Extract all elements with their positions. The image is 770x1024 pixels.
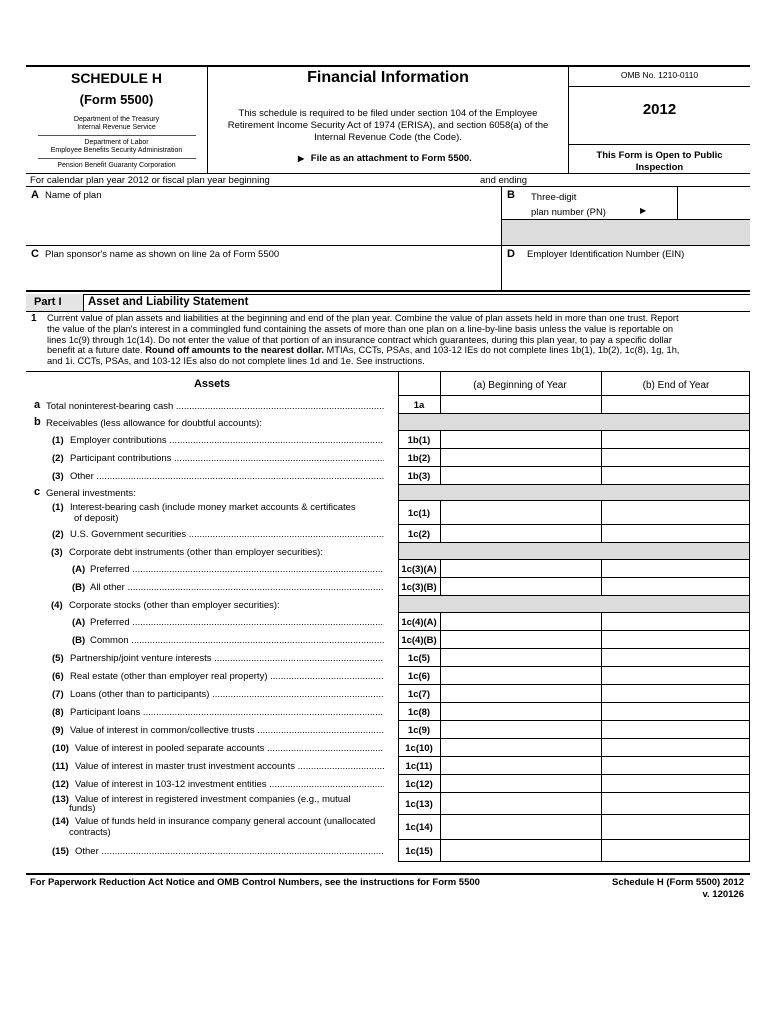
row-b1-code: 1b(1) xyxy=(407,434,431,446)
instruction-line-4b: Round off amounts to the nearest dollar. xyxy=(145,345,324,356)
row-b1-label: Employer contributions ..... xyxy=(70,435,384,446)
row-c15-num: (15) xyxy=(52,845,69,857)
plan-number-input[interactable] xyxy=(679,188,749,218)
dept-labor: Department of Labor xyxy=(84,139,149,146)
row-c12-beginning-input[interactable] xyxy=(441,776,600,792)
part-label-box xyxy=(26,294,84,311)
row-c3-label: Corporate debt instruments (other than employer securities): xyxy=(69,547,323,558)
row-c5-code: 1c(5) xyxy=(407,652,431,664)
row-c3a-beginning-input[interactable] xyxy=(441,561,600,577)
form-number: (Form 5500) xyxy=(79,92,154,107)
line-1-number: 1 xyxy=(31,313,37,324)
row-c14-label-2: contracts) xyxy=(69,827,111,838)
row-b1-beginning-input[interactable] xyxy=(441,432,600,448)
row-c13-code: 1c(13) xyxy=(405,798,433,810)
row-c13-label: Value of interest in registered investment companies (e.g., mutual xyxy=(75,794,351,805)
triangle-right-icon: ▶ xyxy=(298,154,305,163)
row-b1-end-input[interactable] xyxy=(602,432,748,448)
row-c7-num: (7) xyxy=(52,688,64,700)
shade-c4 xyxy=(399,596,749,612)
field-b-letter: B xyxy=(507,189,515,201)
row-c10-beginning-input[interactable] xyxy=(441,740,600,756)
row-c12-num: (12) xyxy=(52,778,69,790)
row-c9-label: Value of interest in common/collective trusts ..... xyxy=(70,725,384,736)
instruction-line-3: lines 1c(9) through 1c(14). Do not enter the value of that portion of an insurance contract which guarantees, during this plan year, to pay a specific dollar xyxy=(47,334,672,345)
row-c3b-num: (B) xyxy=(72,581,86,593)
row-c2-beginning-input[interactable] xyxy=(441,526,600,542)
row-c3a-num: (A) xyxy=(72,563,86,575)
omb-number: OMB No. 1210-0110 xyxy=(620,70,699,80)
assets-header: Assets xyxy=(193,378,231,390)
shade-b xyxy=(399,414,749,430)
row-c7-label: Loans (other than to participants) ..... xyxy=(70,689,384,700)
row-c6-num: (6) xyxy=(52,670,64,682)
attach-instruction xyxy=(298,153,472,164)
row-c8-num: (8) xyxy=(52,706,64,718)
row-c4b-end-input[interactable] xyxy=(602,632,748,648)
row-c14-code: 1c(14) xyxy=(405,822,433,833)
instruction-line-4c: MTIAs, CCTs, PSAs, and 103-12 IEs do not complete lines 1b(1), 1b(2), 1c(8), 1g, 1h, xyxy=(326,345,680,356)
row-c4b-label: Common ..... xyxy=(90,635,384,646)
col-a-header: (a) Beginning of Year xyxy=(473,380,567,391)
row-b-letter: b xyxy=(34,416,41,428)
row-c5-label: Partnership/joint venture interests ..... xyxy=(70,653,384,664)
row-c13-beginning-input[interactable] xyxy=(441,794,600,814)
instruction-line-2: the value of the plan's interest in a commingled fund containing the assets of more than one plan on a line-by-line basis unless the value is reportable on xyxy=(47,323,674,334)
field-a-label: Name of plan xyxy=(45,190,102,201)
plan-year-ending-label: and ending xyxy=(480,175,528,186)
row-b2-end-input[interactable] xyxy=(602,450,748,466)
row-c15-code: 1c(15) xyxy=(405,845,433,857)
row-c3-num: (3) xyxy=(51,547,63,558)
row-b2-num: (2) xyxy=(52,452,64,464)
row-c6-label: Real estate (other than employer real property) ..... xyxy=(70,671,384,682)
row-c1-num: (1) xyxy=(52,502,64,513)
row-c5-num: (5) xyxy=(52,652,64,664)
row-b3-num: (3) xyxy=(52,470,64,482)
row-c5-end-input[interactable] xyxy=(602,650,748,666)
row-c13-end-input[interactable] xyxy=(602,794,748,814)
public-inspection-1: This Form is Open to Public xyxy=(596,150,723,161)
row-c7-code: 1c(7) xyxy=(407,688,431,700)
row-c4a-label: Preferred ..... xyxy=(90,617,384,628)
field-d-letter: D xyxy=(507,248,515,260)
instruction-line-5: and 1i. CCTs, PSAs, and 103-12 IEs also do not complete lines 1d and 1e. See instructions. xyxy=(47,356,425,367)
row-c8-code: 1c(8) xyxy=(407,706,431,718)
row-c6-end-input[interactable] xyxy=(602,668,748,684)
row-c4a-beginning-input[interactable] xyxy=(441,614,600,630)
row-c4a-code: 1c(4)(A) xyxy=(401,616,437,628)
dept-irs: Internal Revenue Service xyxy=(77,124,156,131)
row-c4b-code: 1c(4)(B) xyxy=(401,634,437,646)
plan-year-end-field[interactable] xyxy=(535,174,750,185)
row-c2-num: (2) xyxy=(52,528,64,540)
row-c2-code: 1c(2) xyxy=(407,528,431,540)
form-description: This schedule is required to be filed under section 104 of the Employee Retirement Income Security Act of 1974 (ERISA), and section 6058(a) of the Internal Revenue Code (the Code). xyxy=(227,108,549,143)
row-c10-num: (10) xyxy=(52,742,69,754)
row-c3a-code: 1c(3)(A) xyxy=(401,563,437,575)
attach-text: File as an attachment to Form 5500. xyxy=(310,153,472,164)
row-c12-label: Value of interest in 103-12 investment entities ..... xyxy=(75,779,384,790)
row-b3-label: Other ..... xyxy=(70,471,384,482)
row-c-label: General investments: xyxy=(46,488,136,499)
row-c11-end-input[interactable] xyxy=(602,758,748,774)
row-c8-end-input[interactable] xyxy=(602,704,748,720)
row-c15-beginning-input[interactable] xyxy=(441,841,600,861)
part-label: Part I xyxy=(34,296,62,308)
row-c3b-label: All other ..... xyxy=(90,582,384,593)
row-b3-code: 1b(3) xyxy=(407,470,431,482)
row-c4-num: (4) xyxy=(51,600,63,611)
field-a-letter: A xyxy=(31,189,39,201)
row-c6-beginning-input[interactable] xyxy=(441,668,600,684)
row-b-label: Receivables (less allowance for doubtful accounts): xyxy=(46,418,262,429)
row-c11-num: (11) xyxy=(52,760,69,772)
instructions-block xyxy=(47,313,747,367)
form-title: Financial Information xyxy=(307,69,469,86)
row-c14-beginning-input[interactable] xyxy=(441,816,600,839)
field-b-label-2: plan number (PN) xyxy=(531,207,606,218)
field-c-label: Plan sponsor's name as shown on line 2a of Form 5500 xyxy=(45,249,280,260)
schedule-title: SCHEDULE H xyxy=(70,70,162,86)
field-b-label-1: Three-digit xyxy=(531,192,577,203)
row-c3b-code: 1c(3)(B) xyxy=(401,581,437,593)
row-c-letter: c xyxy=(34,486,41,498)
row-c3a-label: Preferred ..... xyxy=(90,564,384,575)
row-c6-code: 1c(6) xyxy=(407,670,431,682)
row-c1-label: Interest-bearing cash (include money market accounts & certificates xyxy=(70,502,356,513)
ein-input[interactable] xyxy=(505,262,748,288)
row-c5-beginning-input[interactable] xyxy=(441,650,600,666)
row-c8-beginning-input[interactable] xyxy=(441,704,600,720)
part-title: Asset and Liability Statement xyxy=(88,296,249,308)
row-c9-end-input[interactable] xyxy=(602,722,748,738)
row-c2-end-input[interactable] xyxy=(602,526,748,542)
row-c4-label: Corporate stocks (other than employer securities): xyxy=(69,600,280,611)
row-c13-num: (13) xyxy=(52,794,69,805)
row-b1-num: (1) xyxy=(52,434,64,446)
row-c11-beginning-input[interactable] xyxy=(441,758,600,774)
row-c7-beginning-input[interactable] xyxy=(441,686,600,702)
row-a-end-input[interactable] xyxy=(602,397,748,413)
row-c3b-end-input[interactable] xyxy=(602,579,748,595)
row-c2-label: U.S. Government securities ..... xyxy=(70,529,384,540)
row-c15-label: Other ..... xyxy=(75,846,384,857)
row-c12-code: 1c(12) xyxy=(405,778,433,790)
dept-treasury: Department of the Treasury xyxy=(73,116,160,123)
footer-notice: For Paperwork Reduction Act Notice and OMB Control Numbers, see the instructions for Form 5500 xyxy=(30,877,480,888)
row-c4a-end-input[interactable] xyxy=(602,614,748,630)
row-a-code: 1a xyxy=(413,399,425,411)
row-b2-label: Participant contributions ..... xyxy=(70,453,384,464)
row-c9-code: 1c(9) xyxy=(407,724,431,736)
row-c1-end-input[interactable] xyxy=(602,502,748,524)
row-c14-num: (14) xyxy=(52,816,69,827)
public-inspection-2: Inspection xyxy=(635,162,684,173)
shade-c3 xyxy=(399,543,749,559)
row-c15-end-input[interactable] xyxy=(602,841,748,861)
row-c11-label: Value of interest in master trust investment accounts ..... xyxy=(75,761,384,772)
plan-year-begin-field[interactable] xyxy=(290,174,475,185)
row-c14-label: Value of funds held in insurance company general account (unallocated xyxy=(75,816,376,827)
dept-ebsa: Employee Benefits Security Administration xyxy=(50,147,183,154)
instruction-line-4a: benefit at a future date. xyxy=(47,345,143,356)
row-c12-end-input[interactable] xyxy=(602,776,748,792)
row-c10-end-input[interactable] xyxy=(602,740,748,756)
row-c7-end-input[interactable] xyxy=(602,686,748,702)
row-c3a-end-input[interactable] xyxy=(602,561,748,577)
field-c-letter: C xyxy=(31,248,39,260)
row-a-beginning-input[interactable] xyxy=(441,397,600,413)
footer-form-id: Schedule H (Form 5500) 2012 xyxy=(612,877,744,888)
row-c11-code: 1c(11) xyxy=(405,760,433,772)
row-c4a-num: (A) xyxy=(72,616,86,628)
row-c1-code: 1c(1) xyxy=(407,507,431,519)
row-a-letter: a xyxy=(34,399,41,411)
row-c8-label: Participant loans ..... xyxy=(70,707,384,718)
plan-name-input[interactable] xyxy=(30,202,498,242)
triangle-right-icon: ▶ xyxy=(640,206,647,215)
sponsor-name-input[interactable] xyxy=(30,262,498,288)
row-c4b-beginning-input[interactable] xyxy=(441,632,600,648)
row-c14-end-input[interactable] xyxy=(602,816,748,839)
row-c4b-num: (B) xyxy=(72,634,86,646)
row-b2-code: 1b(2) xyxy=(407,452,431,464)
row-c10-code: 1c(10) xyxy=(405,742,433,754)
row-a-label: Total noninterest-bearing cash ..... xyxy=(46,401,384,412)
tax-year: 2012 xyxy=(642,101,677,118)
shade-c xyxy=(399,484,749,500)
row-b3-end-input[interactable] xyxy=(602,468,748,484)
instruction-line-1: Current value of plan assets and liabilities at the beginning and end of the plan year. Combine the value of plan assets held in more than one trust. Report xyxy=(47,313,679,323)
col-b-header: (b) End of Year xyxy=(642,380,710,391)
plan-year-label: For calendar plan year 2012 or fiscal plan year beginning xyxy=(30,175,270,186)
instruction-line-4 xyxy=(47,345,747,356)
dept-pbgc: Pension Benefit Guaranty Corporation xyxy=(57,162,176,169)
row-c9-beginning-input[interactable] xyxy=(441,722,600,738)
row-c1-beginning-input[interactable] xyxy=(441,502,600,524)
row-b3-beginning-input[interactable] xyxy=(441,468,600,484)
row-b2-beginning-input[interactable] xyxy=(441,450,600,466)
row-c3b-beginning-input[interactable] xyxy=(441,579,600,595)
footer-version: v. 120126 xyxy=(702,889,744,900)
row-c9-num: (9) xyxy=(52,724,64,736)
field-d-label: Employer Identification Number (EIN) xyxy=(527,249,685,260)
row-c1-label-2: of deposit) xyxy=(74,513,119,524)
row-c13-label-2: funds) xyxy=(69,803,96,814)
row-c10-label: Value of interest in pooled separate accounts ..... xyxy=(75,743,384,754)
